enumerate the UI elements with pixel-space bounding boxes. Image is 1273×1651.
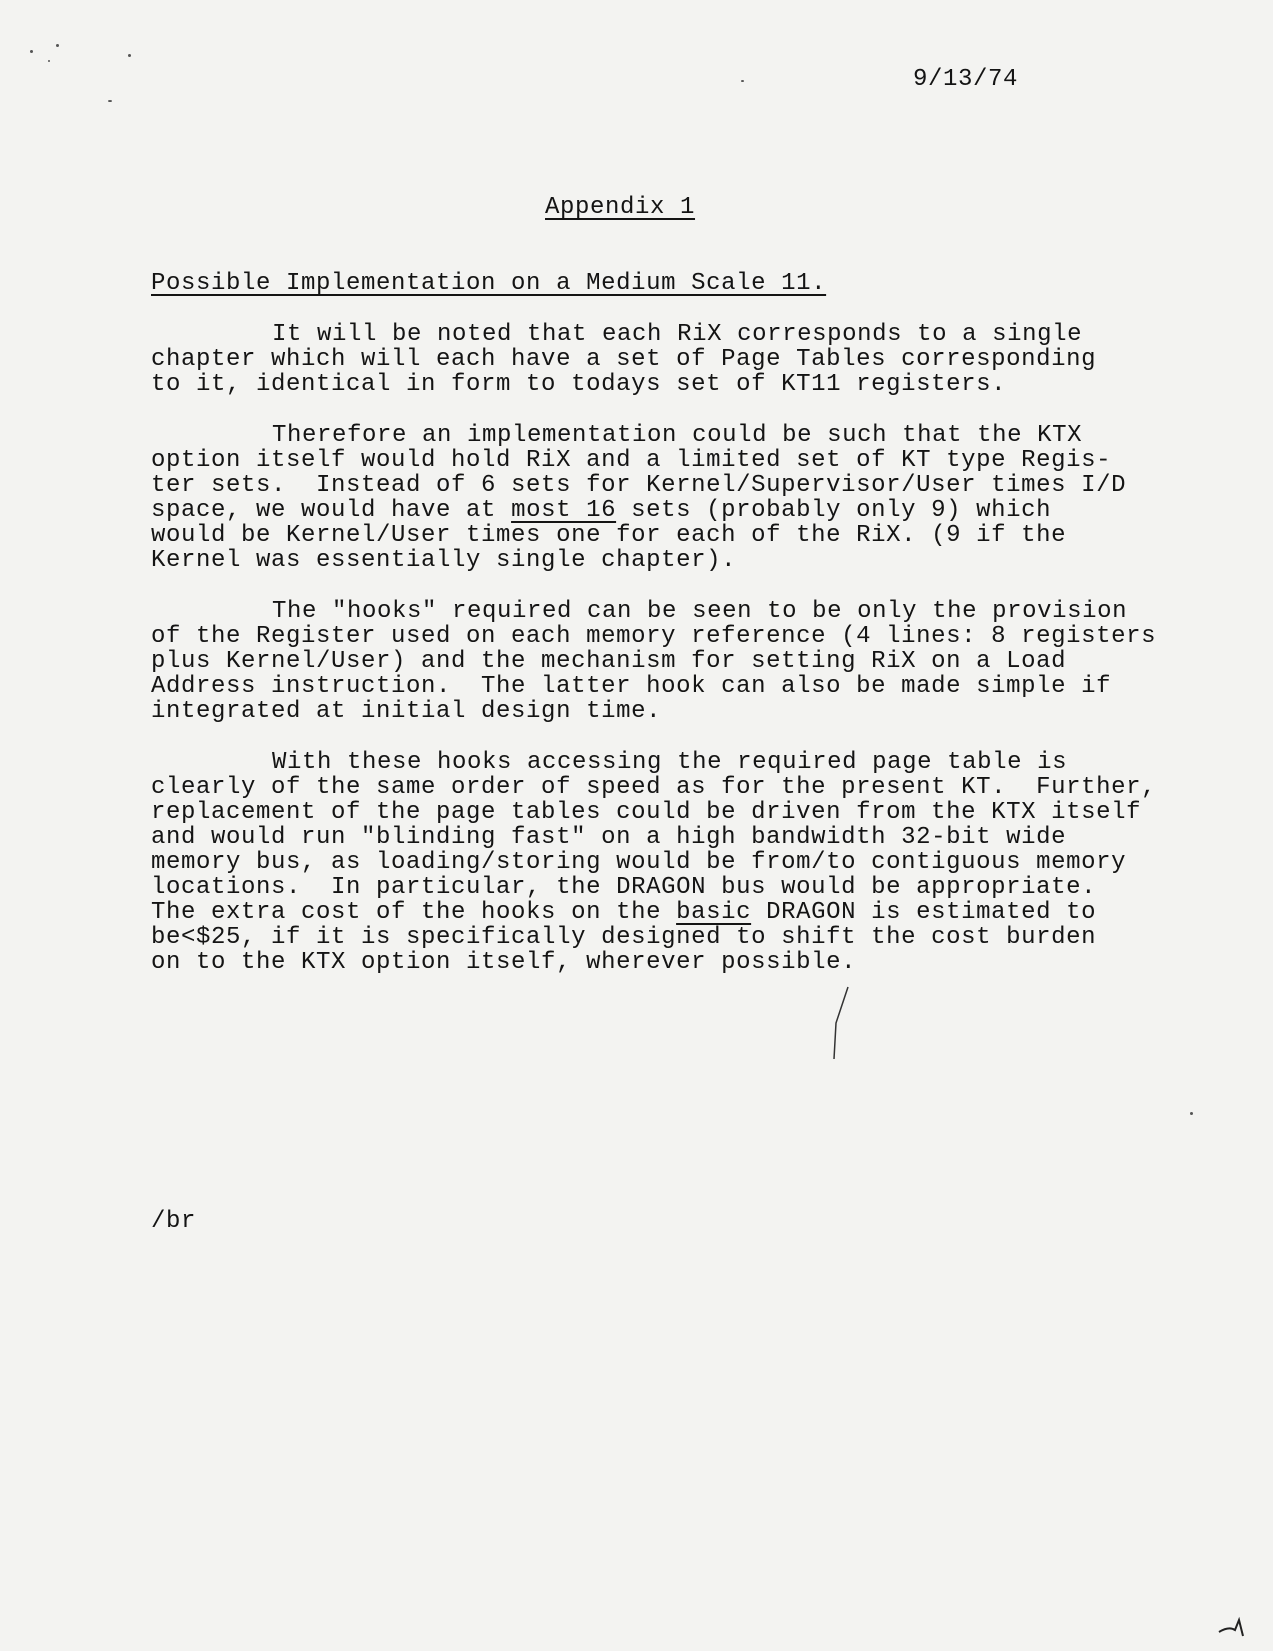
paragraph-4-line-6: locations. In particular, the DRAGON bus would be appropriate.: [151, 874, 1097, 901]
paragraph-3-line-1: The "hooks" required can be seen to be only the provision: [272, 598, 1128, 625]
paragraph-1-line-3: to it, identical in form to todays set of KT11 registers.: [151, 371, 1007, 398]
paragraph-4-line-5: memory bus, as loading/storing would be from/to contiguous memory: [151, 849, 1127, 876]
paragraph-2-line-3: ter sets. Instead of 6 sets for Kernel/Supervisor/User times I/D: [151, 472, 1127, 499]
paragraph-1-line-2: chapter which will each have a set of Page Tables corresponding: [151, 346, 1097, 373]
paragraph-2-line-2: option itself would hold RiX and a limited set of KT type Regis-: [151, 447, 1112, 474]
section-heading: Possible Implementation on a Medium Scale 11.: [151, 270, 827, 297]
paragraph-2-line-4: [151, 499, 1051, 523]
paragraph-4-line-2: clearly of the same order of speed as for the present KT. Further,: [151, 774, 1157, 801]
paragraph-3-line-4: Address instruction. The latter hook can also be made simple if: [151, 673, 1112, 700]
paragraph-2-line-4-start: space, we would have at: [151, 497, 512, 524]
scan-speck: [48, 60, 50, 62]
paragraph-2-line-4-end: sets (probably only 9) which: [616, 497, 1052, 524]
paragraph-3-line-2: of the Register used on each memory reference (4 lines: 8 registers: [151, 623, 1157, 650]
corner-scribble-mark: [1215, 1612, 1255, 1642]
paragraph-4-line-4: and would run "blinding fast" on a high bandwidth 32-bit wide: [151, 824, 1067, 851]
document-date: 9/13/74: [913, 66, 1019, 93]
paragraph-4-line-8: be<$25, if it is specifically designed to shift the cost burden: [151, 924, 1097, 951]
paragraph-4-line-9: on to the KTX option itself, wherever possible.: [151, 949, 857, 976]
scan-speck: [128, 54, 131, 57]
paragraph-2-line-6: Kernel was essentially single chapter).: [151, 547, 737, 574]
paragraph-4-line-3: replacement of the page tables could be driven from the KTX itself: [151, 799, 1142, 826]
paragraph-4-line-1: With these hooks accessing the required page table is: [272, 749, 1068, 776]
scan-speck: [1190, 1112, 1193, 1115]
paragraph-2-line-1: Therefore an implementation could be such that the KTX: [272, 422, 1083, 449]
appendix-title: Appendix 1: [545, 194, 696, 221]
emphasis-most-16: most 16: [511, 497, 617, 524]
paragraph-1-line-1: It will be noted that each RiX corresponds to a single: [272, 321, 1083, 348]
scan-speck: [108, 100, 112, 102]
paragraph-4-line-7: [151, 901, 1096, 925]
scan-speck: [30, 50, 33, 53]
paragraph-2-line-5: would be Kernel/User times one for each of the RiX. (9 if the: [151, 522, 1067, 549]
emphasis-basic: basic: [676, 899, 752, 926]
paragraph-4-line-7-start: The extra cost of the hooks on the: [151, 899, 677, 926]
scan-speck: [56, 44, 59, 47]
paragraph-3-line-3: plus Kernel/User) and the mechanism for setting RiX on a Load: [151, 648, 1067, 675]
signoff-initials: /br: [151, 1208, 197, 1235]
paragraph-3-line-5: integrated at initial design time.: [151, 698, 662, 725]
pen-stroke-mark: [826, 985, 866, 1065]
scan-speck: [741, 80, 744, 82]
paragraph-4-line-7-end: DRAGON is estimated to: [751, 899, 1097, 926]
